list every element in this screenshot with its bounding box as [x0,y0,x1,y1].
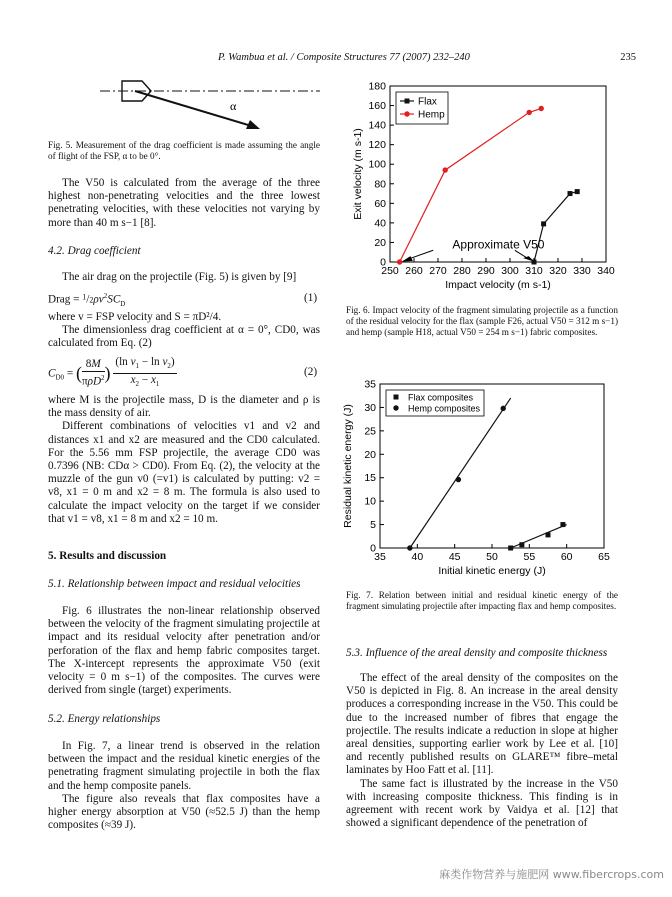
x-tick-label: 55 [523,551,536,563]
section-5-2: 5.2. Energy relationships [48,713,161,725]
y-tick-label: 80 [374,178,386,191]
fig7-caption: Fig. 7. Relation between initial and residual kinetic energy of the fragment simulating projectile after impacting flax and hemp composites. [346,590,618,612]
para-dimless: The dimensionless drag coefficient at α = 0°, CD0, was calculated from Eq. (2) [48,324,320,350]
fig5-caption: Fig. 5. Measurement of the drag coefficient is made assuming the angle of flight of the FSP, α to be 0°. [48,140,320,162]
section-5-1: 5.1. Relationship between impact and residual velocities [48,578,301,590]
legend-marker [405,99,410,104]
x-tick-label: 260 [405,265,423,277]
point [519,542,524,547]
point-hemp [397,259,402,264]
section-4-2: 4.2. Drag coefficient [48,245,141,257]
y-axis-label: Exit velocity (m s-1) [352,128,364,220]
y-tick-label: 0 [380,256,386,269]
x-tick-label: 280 [453,265,471,277]
y-tick-label: 10 [364,495,376,508]
y-tick-label: 30 [364,401,376,414]
y-axis-label: Residual kinetic energy (J) [342,404,354,528]
point [407,545,412,550]
legend-marker [393,405,398,410]
x-tick-label: 290 [477,265,495,277]
legend-label: Flax [418,96,437,108]
para-fig7: In Fig. 7, a linear trend is observed in the relation between the impact and the residual kinetic energies of the penetrating fragment simulating projectile in both the flax and the hemp composite panels. [48,740,320,792]
x-tick-label: 330 [573,265,591,277]
point [508,546,513,551]
equation-1-number: (1) [304,292,318,304]
y-tick-label: 20 [374,236,386,249]
point-hemp [527,110,532,115]
point [456,477,461,482]
point [560,522,565,527]
para-figure: The figure also reveals that flax composites have a higher energy absorption at V50 (≈52.5 J) than the hemp composites (≈39 J). [48,792,320,832]
fig6-caption: Fig. 6. Impact velocity of the fragment simulating projectile as a function of the residual velocity for the flax (sample F26, actual V50 = 312 m s−1) and hemp (sample H18, actual V50 = 254 m s−1) fabric composites. [346,305,618,338]
y-tick-label: 15 [364,472,376,485]
para-effect: The effect of the areal density of the composites on the V50 is depicted in Fig. 8. An increase in the areal density produces a corresponding increase in the V50. This could be due to the increased number of fibres that engage the projectile. The results indicate a reduction in slope at higher areal densities, supporting earlier work by Lee et al. [10] and recently published results on GLARE™ fibre–metal laminates by Hoo Fatt et al. [11]. [346,672,618,777]
watermark: 麻类作物营养与施肥网 www.fibercrops.com [439,868,664,881]
y-tick-label: 35 [364,378,376,391]
running-title: P. Wambua et al. / Composite Structures 77 (2007) 232–240 [218,52,470,63]
y-tick-label: 20 [364,448,376,461]
x-tick-label: 40 [411,551,424,563]
fig5-diagram [95,70,325,140]
para-v50: The V50 is calculated from the average of the three highest non-penetrating velocities and the three lowest penetrating velocities, with these velocities not varying by more than 40 m s−1 [8]. [48,177,320,229]
fit-line [410,398,511,548]
point-hemp [443,167,448,172]
page-number: 235 [620,52,636,63]
point [546,532,551,537]
y-tick-label: 5 [370,519,376,532]
x-tick-label: 300 [501,265,519,277]
fig6-chart [346,72,622,298]
para-same: The same fact is illustrated by the increase in the V50 with increasing composite thickness. This finding is in agreement with recent work by Vaidya et al. [12] that showed a significant dependence of the penetration of [346,777,618,830]
point-flax [575,189,580,194]
legend-label: Hemp [418,109,445,121]
y-tick-label: 40 [374,217,386,230]
point-hemp [539,106,544,111]
x-tick-label: 45 [448,551,461,563]
section-5: 5. Results and discussion [48,550,167,562]
x-tick-label: 270 [429,265,447,277]
y-tick-label: 100 [368,158,386,171]
x-tick-label: 60 [560,551,573,563]
legend-marker [404,111,409,116]
legend-label: Flax composites [408,392,474,403]
annotation-approximate-v50: Approximate V50 [452,237,545,252]
y-tick-label: 25 [364,425,376,438]
fig5-angle-label: α [230,99,237,113]
x-axis-label: Initial kinetic energy (J) [438,565,546,577]
x-axis-label: Impact velocity (m s-1) [445,279,551,291]
point [501,406,506,411]
y-tick-label: 140 [368,119,386,132]
equation-2: $C_{D0}$ = ( $\frac{8M}{\pi\rho D^2}$ ) $\frac{(\ln v_1 - \ln v_2)}{x_2 - x_1}$ [48,356,175,389]
section-5-3: 5.3. Influence of the areal density and composite thickness [346,647,608,659]
legend-marker [394,395,399,400]
x-tick-label: 35 [374,551,386,563]
x-tick-label: 340 [597,265,615,277]
para-where: where v = FSP velocity and S = πD²/4. [48,311,222,323]
equation-1: Drag = $^1/2\rho v^2SC_D$ [48,292,126,308]
x-tick-label: 65 [598,551,610,563]
x-tick-label: 310 [525,265,543,277]
series-line-flax [534,192,577,262]
fig7-chart [342,372,622,584]
para-drag: The air drag on the projectile (Fig. 5) is given by [9] [62,271,297,283]
point-flax [541,221,546,226]
y-tick-label: 0 [370,542,376,555]
y-tick-label: 120 [368,139,386,152]
para-different: Different combinations of velocities v1 and v2 and distances x1 and x2 are measured and the CD0 calculated. For the 5.56 mm FSP projectile, the average CD0 was 0.7396 (NB: CDα > CD0). From Eq. (2), the velocity at the muzzle of the gun v0 (=v1) is calculated by putting: v2 = v8, x1 = 0 m and x2 = 8 m. The formula is also used to calculate the impact velocity on the target if we consider that v1 = v8, x1 = 8 m and x2 = 10 m. [48,420,320,525]
arrowhead-left [402,256,413,261]
y-tick-label: 60 [374,197,386,210]
point-flax [568,191,573,196]
para-fig6: Fig. 6 illustrates the non-linear relationship observed between the velocity of the fragment simulating projectile at impact and its residual velocity after penetration and/or perforation of the flax and hemp fabric composites target. The X-intercept represents the approximate V50 (exit velocity = 0 m s−1) of the composites. The curves were derived from single (target) experiments. [48,605,320,697]
para-where-m: where M is the projectile mass, D is the diameter and ρ is the mass density of air. [48,394,320,420]
x-tick-label: 250 [381,265,399,277]
equation-2-number: (2) [304,366,318,378]
y-tick-label: 180 [368,80,386,93]
x-tick-label: 320 [549,265,567,277]
y-tick-label: 160 [368,100,386,113]
legend-label: Hemp composites [408,403,481,414]
fit-line [511,525,567,548]
x-tick-label: 50 [486,551,498,563]
